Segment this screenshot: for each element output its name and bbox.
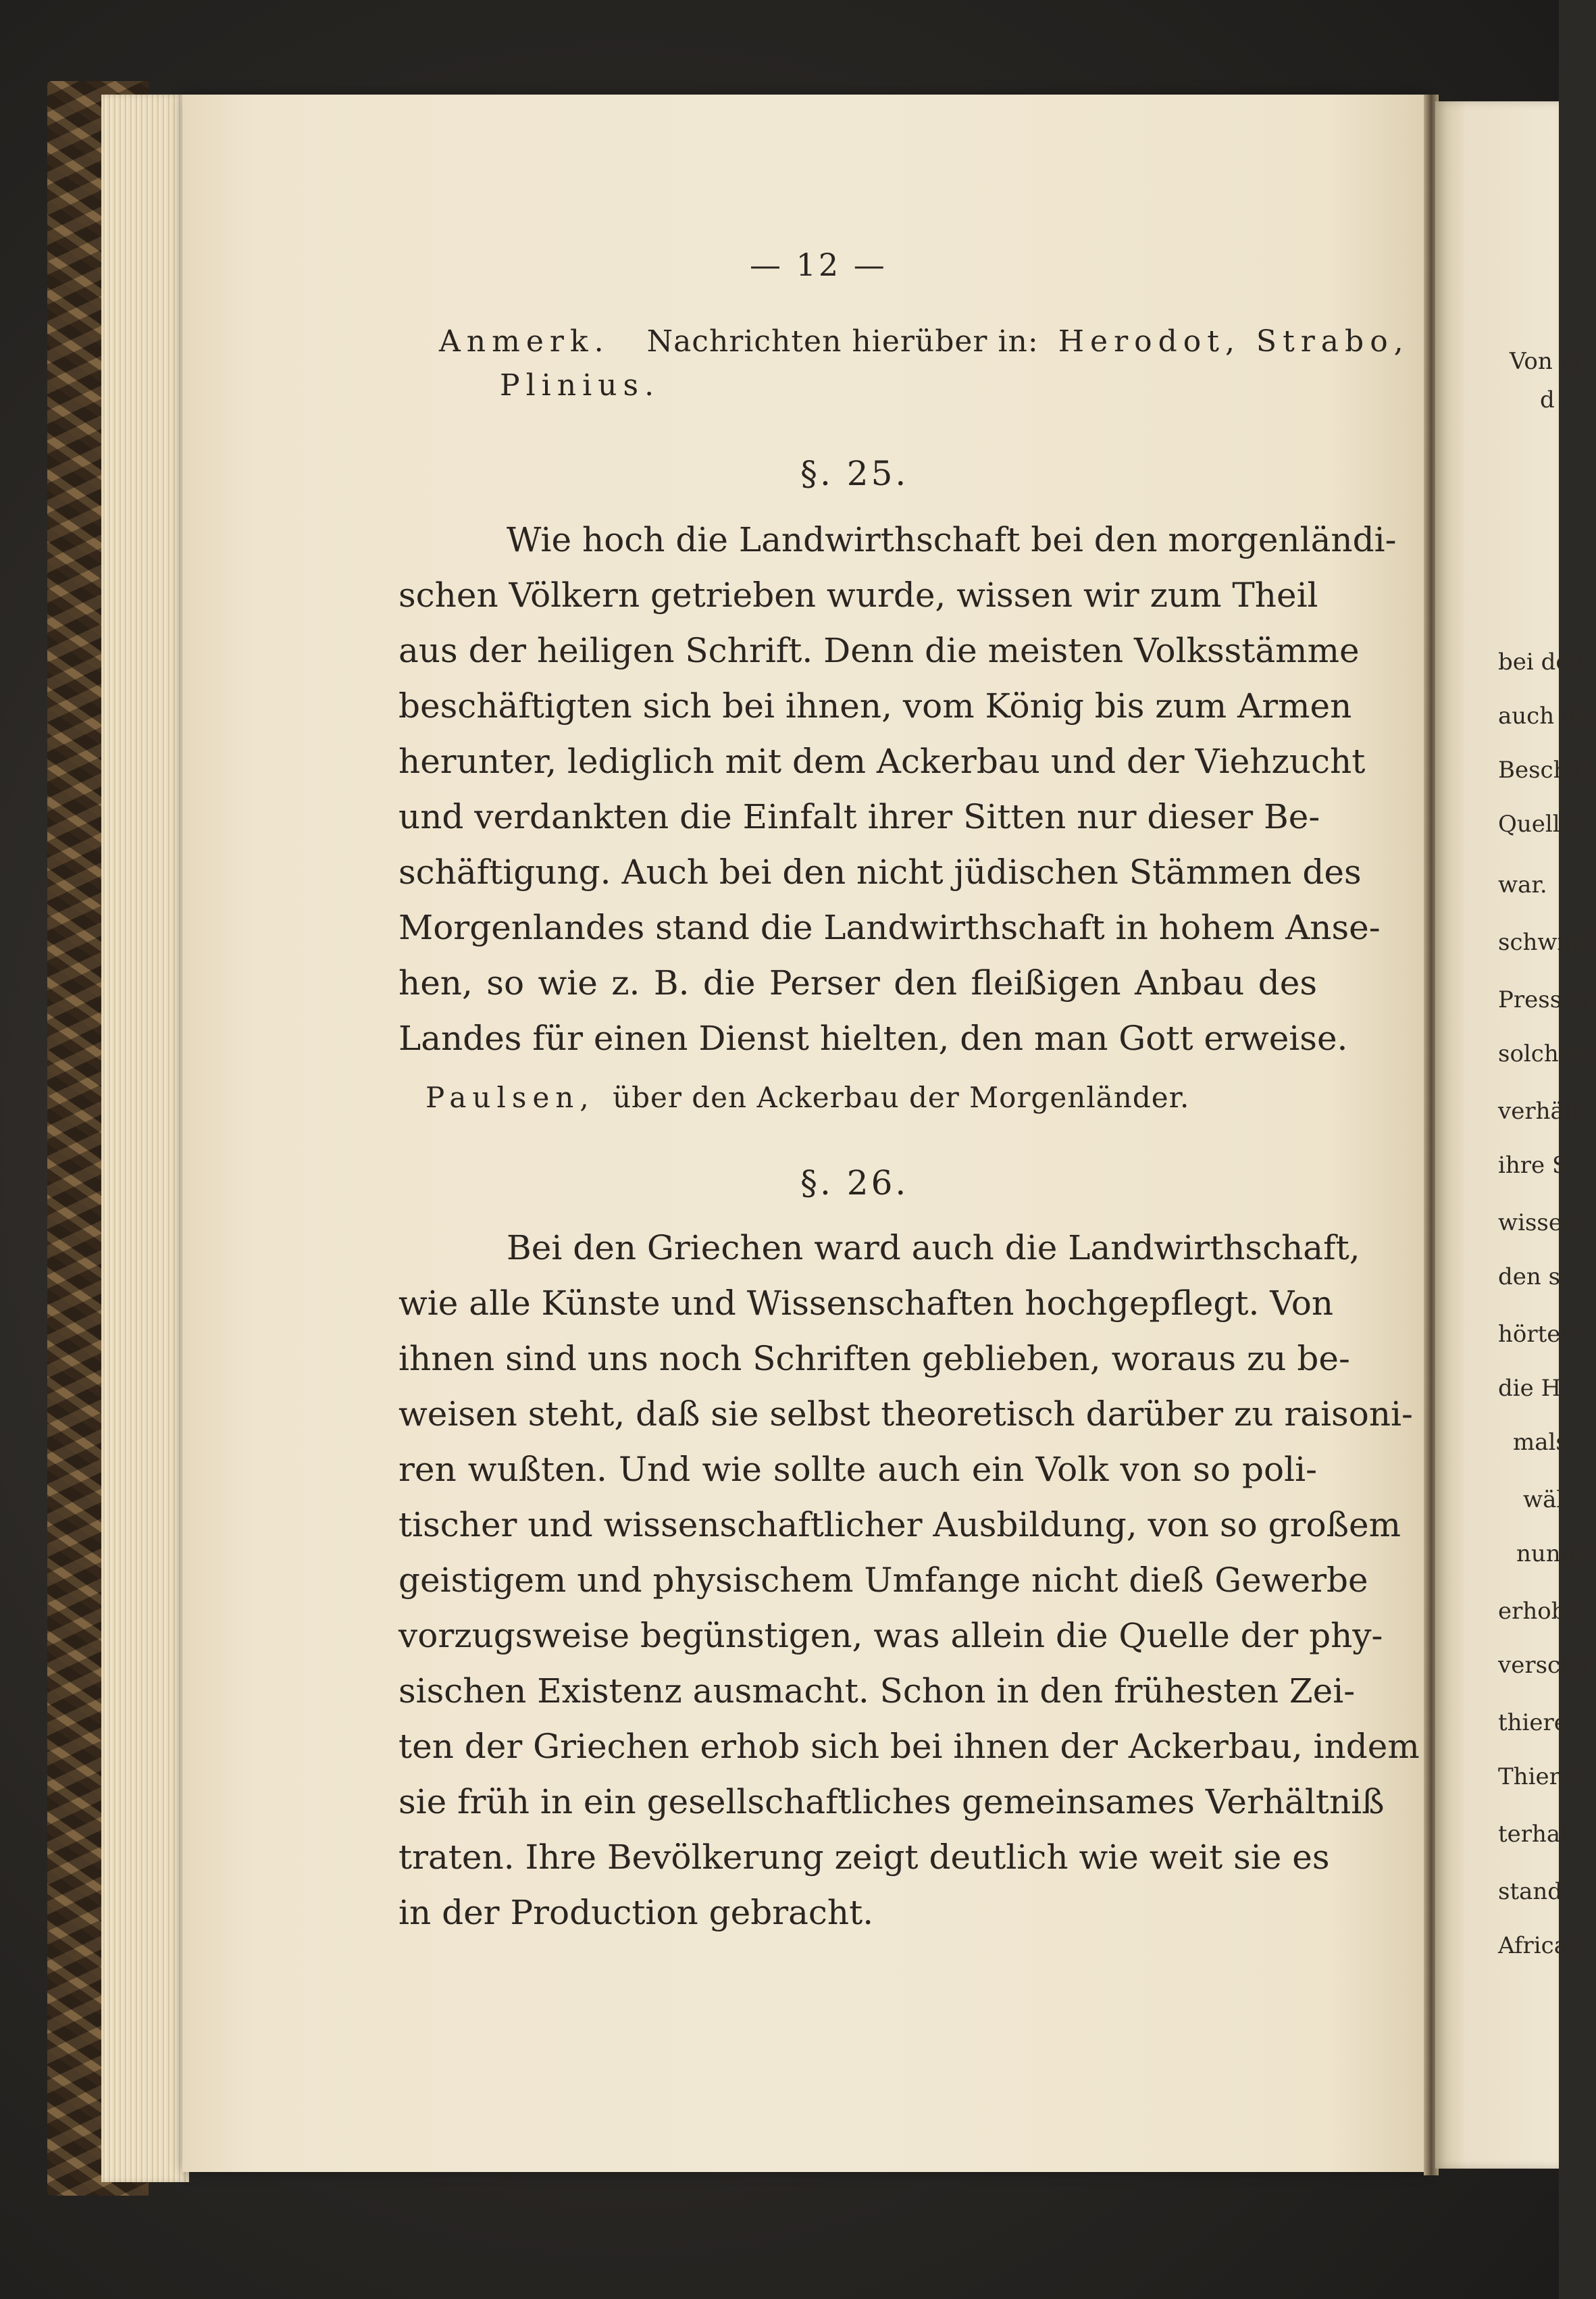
facing-page-fragment: Africa's (1498, 1932, 1586, 1959)
facing-page-fragment: bei den (1498, 649, 1585, 676)
page-edges (101, 95, 189, 2182)
paragraph-25-line: und verdankten die Einfalt ihrer Sitten nur dieser Be- (398, 797, 1320, 836)
note-text: Nachrichten hierüber in: (646, 324, 1039, 359)
paragraph-26-line: wie alle Künste und Wissenschaften hochgepflegt. Von (398, 1284, 1334, 1323)
facing-page-fragment: wissen (1498, 1209, 1577, 1236)
facing-page-fragment: den s (1498, 1263, 1561, 1290)
paragraph-26-line: traten. Ihre Bevölkerung zeigt deutlich wie weit sie es (398, 1838, 1330, 1877)
facing-page-fragment: terhal (1498, 1821, 1568, 1848)
section-heading-26: §. 26. (800, 1163, 909, 1203)
facing-page-fragment: mals (1513, 1429, 1568, 1456)
note-line-2: Plinius. (500, 368, 661, 403)
paragraph-26-line: tischer und wissenschaftlicher Ausbildung, von so großem (398, 1505, 1401, 1544)
paragraph-25-line: schäftigung. Auch bei den nicht jüdischen Stämmen des (398, 853, 1362, 892)
paragraph-26-line: sischen Existenz ausmacht. Schon in den frühesten Zei- (398, 1671, 1356, 1711)
paragraph-25-line: schen Völkern getrieben wurde, wissen wir zum Theil (398, 576, 1318, 615)
facing-page-fragment: wäl (1523, 1486, 1564, 1513)
paragraph-26-line: vorzugsweise begünstigen, was allein die Quelle der phy- (398, 1616, 1383, 1655)
paragraph-25-line: herunter, lediglich mit dem Ackerbau und der Viehzucht (398, 742, 1366, 781)
note-label: Anmerk. (439, 324, 610, 359)
facing-page-fragment: Quelle (1498, 811, 1574, 838)
facing-page-fragment: Pressen (1498, 986, 1591, 1013)
source-citation (426, 1081, 1189, 1114)
facing-page-fragment: Beschäf (1498, 757, 1591, 784)
paragraph-26-line: in der Production gebracht. (398, 1893, 874, 1932)
paragraph-26-line: ihnen sind uns noch Schriften geblieben, woraus zu be- (398, 1339, 1350, 1378)
paragraph-26-line: weisen steht, daß sie selbst theoretisch darüber zu raisoni- (398, 1394, 1413, 1434)
facing-page-fragment: erhobe (1498, 1598, 1580, 1625)
paragraph-25-line: beschäftigten sich bei ihnen, vom König bis zum Armen (398, 686, 1352, 726)
facing-page-fragment: stand (1498, 1878, 1563, 1905)
facing-page-fragment: hörter (1498, 1321, 1572, 1348)
facing-page-fragment: nunge (1516, 1540, 1589, 1567)
note-line-1 (439, 324, 1410, 359)
facing-page-fragment: Thiere (1498, 1763, 1574, 1790)
paragraph-25-line: aus der heiligen Schrift. Denn die meisten Volksstämme (398, 631, 1360, 670)
paragraph-26-line: Bei den Griechen ward auch die Landwirthschaft, (507, 1228, 1360, 1267)
page-number: — 12 — (750, 247, 887, 283)
facing-page-fragment: die H (1498, 1375, 1562, 1402)
paragraph-25-line: Morgenlandes stand die Landwirthschaft in hohem Anse- (398, 908, 1381, 947)
facing-page-fragment: verschie (1498, 1652, 1596, 1679)
paragraph-25-line: Landes für einen Dienst hielten, den man Gott erweise. (398, 1019, 1348, 1058)
source-title: über den Ackerbau der Morgenländer. (613, 1081, 1190, 1114)
facing-page-fragment: auch de (1498, 703, 1590, 730)
facing-page-fragment: solchem (1498, 1040, 1595, 1067)
facing-page-fragment: thiere (1498, 1709, 1568, 1736)
paragraph-26-line: ren wußten. Und wie sollte auch ein Volk von so poli- (398, 1450, 1317, 1489)
section-heading-25: §. 25. (800, 454, 909, 493)
paragraph-25-line: hen, so wie z. B. die Perser den fleißigen Anbau des (398, 963, 1317, 1003)
paragraph-26-line: sie früh in ein gesellschaftliches gemeinsames Verhältniß (398, 1782, 1385, 1821)
paragraph-25-line: Wie hoch die Landwirthschaft bei den morgenländi- (507, 520, 1397, 559)
facing-page-fragment: war. (1498, 871, 1547, 899)
facing-page-fragment: d (1540, 386, 1555, 413)
paragraph-26-line: geistigem und physischem Umfange nicht dieß Gewerbe (398, 1561, 1368, 1600)
facing-page-fragment: schwind (1498, 929, 1595, 956)
paragraph-26-line: ten der Griechen erhob sich bei ihnen der Ackerbau, indem (398, 1727, 1420, 1766)
facing-page-fragment: ihre S (1498, 1152, 1568, 1179)
facing-page-fragment: Von ih (1510, 348, 1582, 375)
source-author: Paulsen, (426, 1081, 595, 1114)
facing-page-fragment: verhält (1498, 1098, 1581, 1125)
note-sources: Herodot, Strabo, (1058, 324, 1410, 359)
